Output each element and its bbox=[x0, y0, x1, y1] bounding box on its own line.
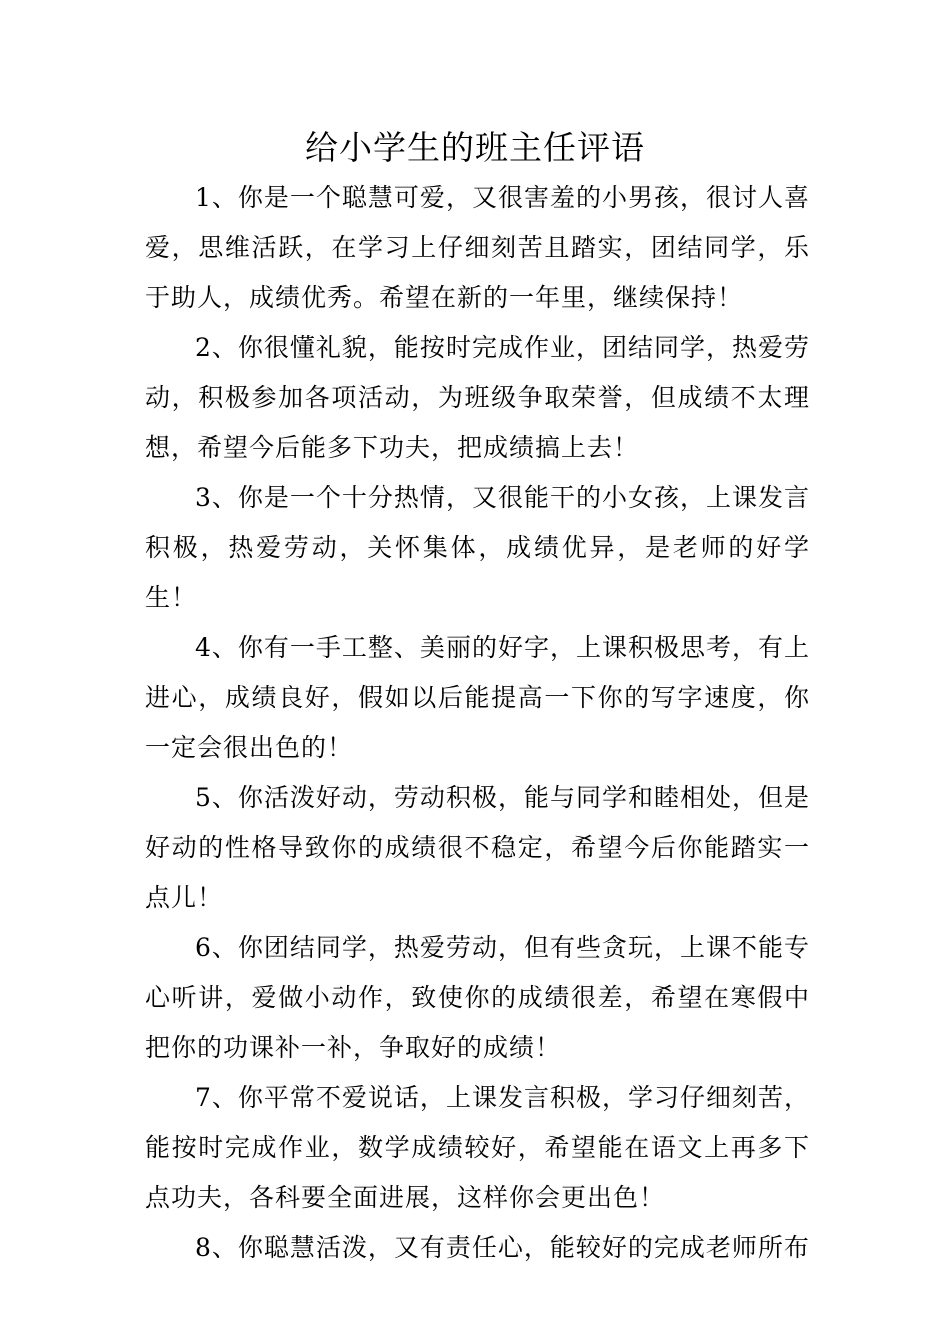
comment-paragraph-1: 1、你是一个聪慧可爱，又很害羞的小男孩，很讨人喜爱，思维活跃，在学习上仔细刻苦且踏实，团结同学，乐于助人，成绩优秀。希望在新的一年里，继续保持！ bbox=[145, 183, 810, 312]
comment-paragraph-5: 5、你活泼好动，劳动积极，能与同学和睦相处，但是好动的性格导致你的成绩很不稳定，希望今后你能踏实一点儿！ bbox=[145, 783, 810, 912]
document-body bbox=[145, 173, 810, 1273]
comment-paragraph-7: 7、你平常不爱说话，上课发言积极，学习仔细刻苦，能按时完成作业，数学成绩较好，希望能在语文上再多下点功夫，各科要全面进展，这样你会更出色！ bbox=[145, 1083, 810, 1212]
comment-paragraph-4: 4、你有一手工整、美丽的好字，上课积极思考，有上进心，成绩良好，假如以后能提高一下你的写字速度，你一定会很出色的！ bbox=[145, 633, 810, 762]
comment-paragraph-8: 8、你聪慧活泼，又有责任心，能较好的完成老师所布 bbox=[195, 1233, 810, 1262]
page-title: 给小学生的班主任评语 bbox=[305, 128, 645, 167]
comment-paragraph-2: 2、你很懂礼貌，能按时完成作业，团结同学，热爱劳动，积极参加各项活动，为班级争取荣誉，但成绩不太理想，希望今后能多下功夫，把成绩搞上去！ bbox=[145, 333, 810, 462]
comment-paragraph-3: 3、你是一个十分热情，又很能干的小女孩，上课发言积极，热爱劳动，关怀集体，成绩优异，是老师的好学生！ bbox=[145, 483, 810, 612]
comment-paragraph-6: 6、你团结同学，热爱劳动，但有些贪玩，上课不能专心听讲，爱做小动作，致使你的成绩很差，希望在寒假中把你的功课补一补，争取好的成绩！ bbox=[145, 933, 810, 1062]
